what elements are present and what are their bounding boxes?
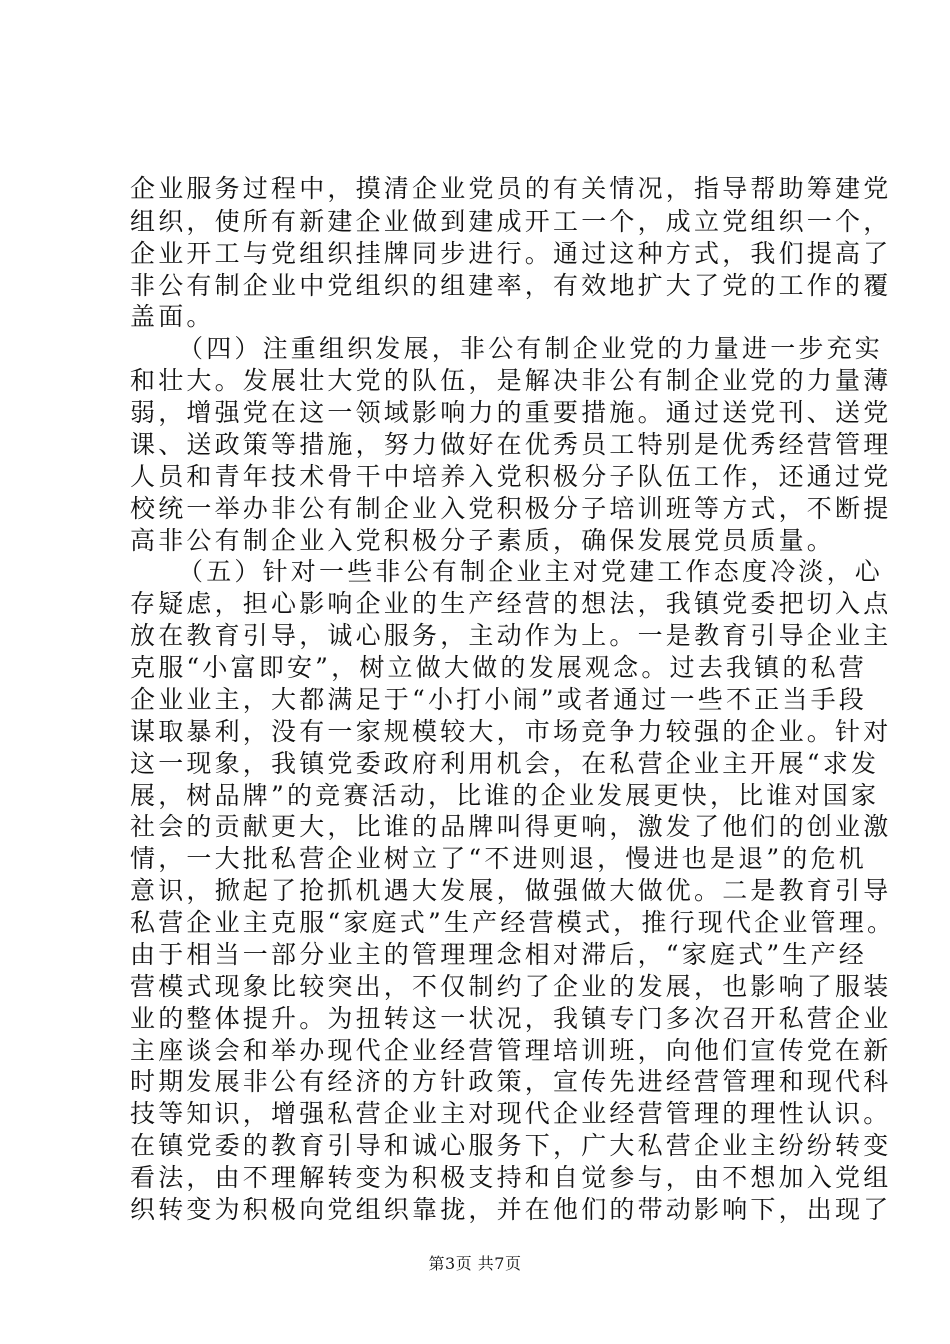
paragraph-first-line: （四）注重组织发展，非公有制企业党的力量进一步充实 — [178, 334, 884, 363]
text-line: 织转变为积极向党组织靠拢，并在他们的带动影响下，出现了 — [130, 1195, 892, 1224]
text-line: 和壮大。发展壮大党的队伍，是解决非公有制企业党的力量薄 — [130, 366, 892, 395]
text-line: 克服“小富即安”，树立做大做的发展观念。过去我镇的私营 — [130, 653, 867, 682]
page-footer: 第3页 共7页 — [428, 1254, 522, 1273]
paragraph-first-line: （五）针对一些非公有制企业主对党建工作态度冷淡，心 — [178, 557, 884, 586]
text-line: 意识，掀起了抢抓机遇大发展，做强做大做优。二是教育引导 — [130, 876, 892, 905]
text-line: 企业服务过程中，摸清企业党员的有关情况，指导帮助筹建党 — [130, 174, 892, 203]
text-line: 营模式现象比较突出，不仅制约了企业的发展，也影响了服装 — [130, 972, 892, 1001]
text-line: 企业业主，大都满足于“小打小闹”或者通过一些不正当手段 — [130, 685, 867, 714]
text-line: 看法，由不理解转变为积极支持和自觉参与，由不想加入党组 — [130, 1163, 892, 1192]
text-line: 在镇党委的教育引导和诚心服务下，广大私营企业主纷纷转变 — [130, 1131, 892, 1160]
text-line: 技等知识，增强私营企业主对现代企业经营管理的理性认识。 — [130, 1099, 892, 1128]
text-line: 时期发展非公有经济的方针政策，宣传先进经营管理和现代科 — [130, 1067, 892, 1096]
text-line: 主座谈会和举办现代企业经营管理培训班，向他们宣传党在新 — [130, 1036, 892, 1065]
text-line: 课、送政策等措施，努力做好在优秀员工特别是优秀经营管理 — [130, 430, 892, 459]
text-line: 校统一举办非公有制企业入党积极分子培训班等方式，不断提 — [130, 494, 892, 523]
text-line: 情，一大批私营企业树立了“不进则退，慢进也是退”的危机 — [130, 844, 867, 873]
text-line: 谋取暴利，没有一家规模较大，市场竞争力较强的企业。针对 — [130, 717, 892, 746]
text-line: 企业开工与党组织挂牌同步进行。通过这种方式，我们提高了 — [130, 239, 892, 268]
text-line: 弱，增强党在这一领域影响力的重要措施。通过送党刊、送党 — [130, 398, 892, 427]
text-line: 存疑虑，担心影响企业的生产经营的想法，我镇党委把切入点 — [130, 589, 892, 618]
text-line: 展，树品牌”的竞赛活动，比谁的企业发展更快，比谁对国家 — [130, 781, 880, 810]
text-line: 放在教育引导，诚心服务，主动作为上。一是教育引导企业主 — [130, 621, 892, 650]
text-line: 私营企业主克服“家庭式”生产经营模式，推行现代企业管理。 — [130, 908, 896, 937]
text-line: 非公有制企业中党组织的组建率，有效地扩大了党的工作的覆 — [130, 271, 892, 300]
text-line: 由于相当一部分业主的管理理念相对滞后，“家庭式”生产经 — [130, 940, 867, 969]
text-line: 盖面。 — [130, 302, 215, 331]
text-line: 业的整体提升。为扭转这一状况，我镇专门多次召开私营企业 — [130, 1004, 892, 1033]
text-line: 高非公有制企业入党积极分子素质，确保发展党员质量。 — [130, 526, 836, 555]
text-line: 社会的贡献更大，比谁的品牌叫得更响，激发了他们的创业激 — [130, 812, 892, 841]
text-line: 组织，使所有新建企业做到建成开工一个，成立党组织一个， — [130, 207, 892, 236]
text-line: 人员和青年技术骨干中培养入党积极分子队伍工作，还通过党 — [130, 462, 892, 491]
text-line: 这一现象，我镇党委政府利用机会，在私营企业主开展“求发 — [130, 749, 880, 778]
